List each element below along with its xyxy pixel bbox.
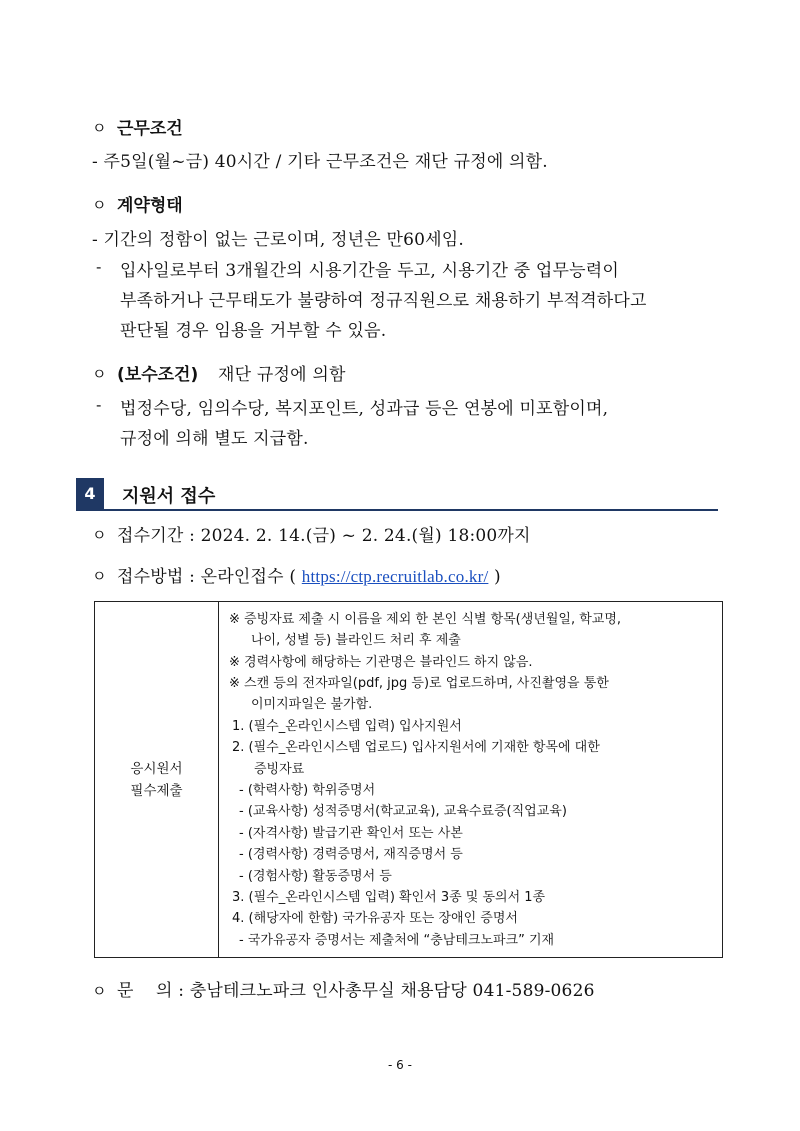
table-line: 1. (필수_온라인시스템 입력) 입사지원서 xyxy=(232,718,462,734)
table-line: 4. (해당자에 한함) 국가유공자 또는 장애인 증명서 xyxy=(232,911,518,927)
table-line: 증빙자료 xyxy=(254,761,305,777)
section-title: 지원서 접수 xyxy=(122,486,216,507)
application-period: 접수기간 : 2024. 2. 14.(금) ~ 2. 24.(월) 18:00까지 xyxy=(117,526,531,546)
section-divider xyxy=(76,509,718,511)
left-label-2: 필수제출 xyxy=(130,782,183,799)
contract-line-2a: 입사일로부터 3개월간의 시용기간을 두고, 시용기간 중 업무능력이 xyxy=(120,261,620,281)
pay-heading-rest: 재단 규정에 의함 xyxy=(218,365,346,385)
table-line: 이미지파일은 불가함. xyxy=(251,697,373,713)
table-line: 3. (필수_온라인시스템 입력) 확인서 3종 및 동의서 1종 xyxy=(232,890,546,906)
table-left-cell xyxy=(95,602,219,958)
contract-heading: 계약형태 xyxy=(117,196,183,216)
bullet-marker: ㅇ xyxy=(92,119,107,137)
table-line: - (경험사항) 활동증명서 등 xyxy=(239,868,392,884)
bullet-marker: ㅇ xyxy=(92,196,107,214)
bullet-marker: ㅇ xyxy=(92,982,107,1000)
table-line: ※ 스캔 등의 전자파일(pdf, jpg 등)로 업로드하며, 사진촬영을 통한 xyxy=(229,675,609,691)
table-line: ※ 경력사항에 해당하는 기관명은 블라인드 하지 않음. xyxy=(229,654,533,670)
bullet-marker: ㅇ xyxy=(92,567,107,585)
dash-marker: - xyxy=(96,258,102,276)
application-method xyxy=(117,562,501,587)
table-line: 2. (필수_온라인시스템 업로드) 입사지원서에 기재한 항목에 대한 xyxy=(232,740,600,756)
table-line: - (경력사항) 경력증명서, 재직증명서 등 xyxy=(239,847,463,863)
recruit-site-link[interactable]: https://ctp.recruitlab.co.kr/ xyxy=(301,567,489,586)
contract-line-2b: 부족하거나 근무태도가 불량하여 정규직원으로 채용하기 부적격하다고 xyxy=(120,291,647,311)
pay-heading: (보수조건) xyxy=(117,365,199,385)
table-line: ※ 증빙자료 제출 시 이름을 제외 한 본인 식별 항목(생년월일, 학교명, xyxy=(229,611,622,627)
table-right-cell xyxy=(219,602,723,958)
required-documents-table xyxy=(94,601,723,958)
dash-marker: - xyxy=(96,396,102,414)
method-prefix: 접수방법 : 온라인접수 ( xyxy=(117,567,297,587)
table-line: - (자격사항) 발급기관 확인서 또는 사본 xyxy=(239,825,463,841)
method-suffix: ) xyxy=(494,567,501,587)
work-conditions-heading: 근무조건 xyxy=(117,119,183,139)
contract-line-2c: 판단될 경우 임용을 거부할 수 있음. xyxy=(120,321,387,341)
table-line: 나이, 성별 등) 블라인드 처리 후 제출 xyxy=(251,633,461,649)
table-line: - (학력사항) 학위증명서 xyxy=(239,783,376,798)
pay-line-2: 규정에 의해 별도 지급함. xyxy=(120,429,309,449)
bullet-marker: ㅇ xyxy=(92,365,107,383)
pay-line-1: 법정수당, 임의수당, 복지포인트, 성과급 등은 연봉에 미포함이며, xyxy=(120,399,609,419)
left-label-1: 응시원서 xyxy=(130,760,183,777)
section-number: 4 xyxy=(76,478,104,510)
work-conditions-line: - 주5일(월~금) 40시간 / 기타 근무조건은 재단 규정에 의함. xyxy=(92,152,548,172)
inquiry-line: 문 의 : 충남테크노파크 인사총무실 채용담당 041-589-0626 xyxy=(117,981,595,1001)
contract-line-1: - 기간의 정함이 없는 근로이며, 정년은 만60세임. xyxy=(92,230,465,250)
bullet-marker: ㅇ xyxy=(92,526,107,544)
table-line: - 국가유공자 증명서는 제출처에 “충남테크노파크” 기재 xyxy=(239,932,555,948)
table-line: - (교육사항) 성적증명서(학교교육), 교육수료증(직업교육) xyxy=(239,804,567,820)
page-number: - 6 - xyxy=(388,1058,412,1072)
